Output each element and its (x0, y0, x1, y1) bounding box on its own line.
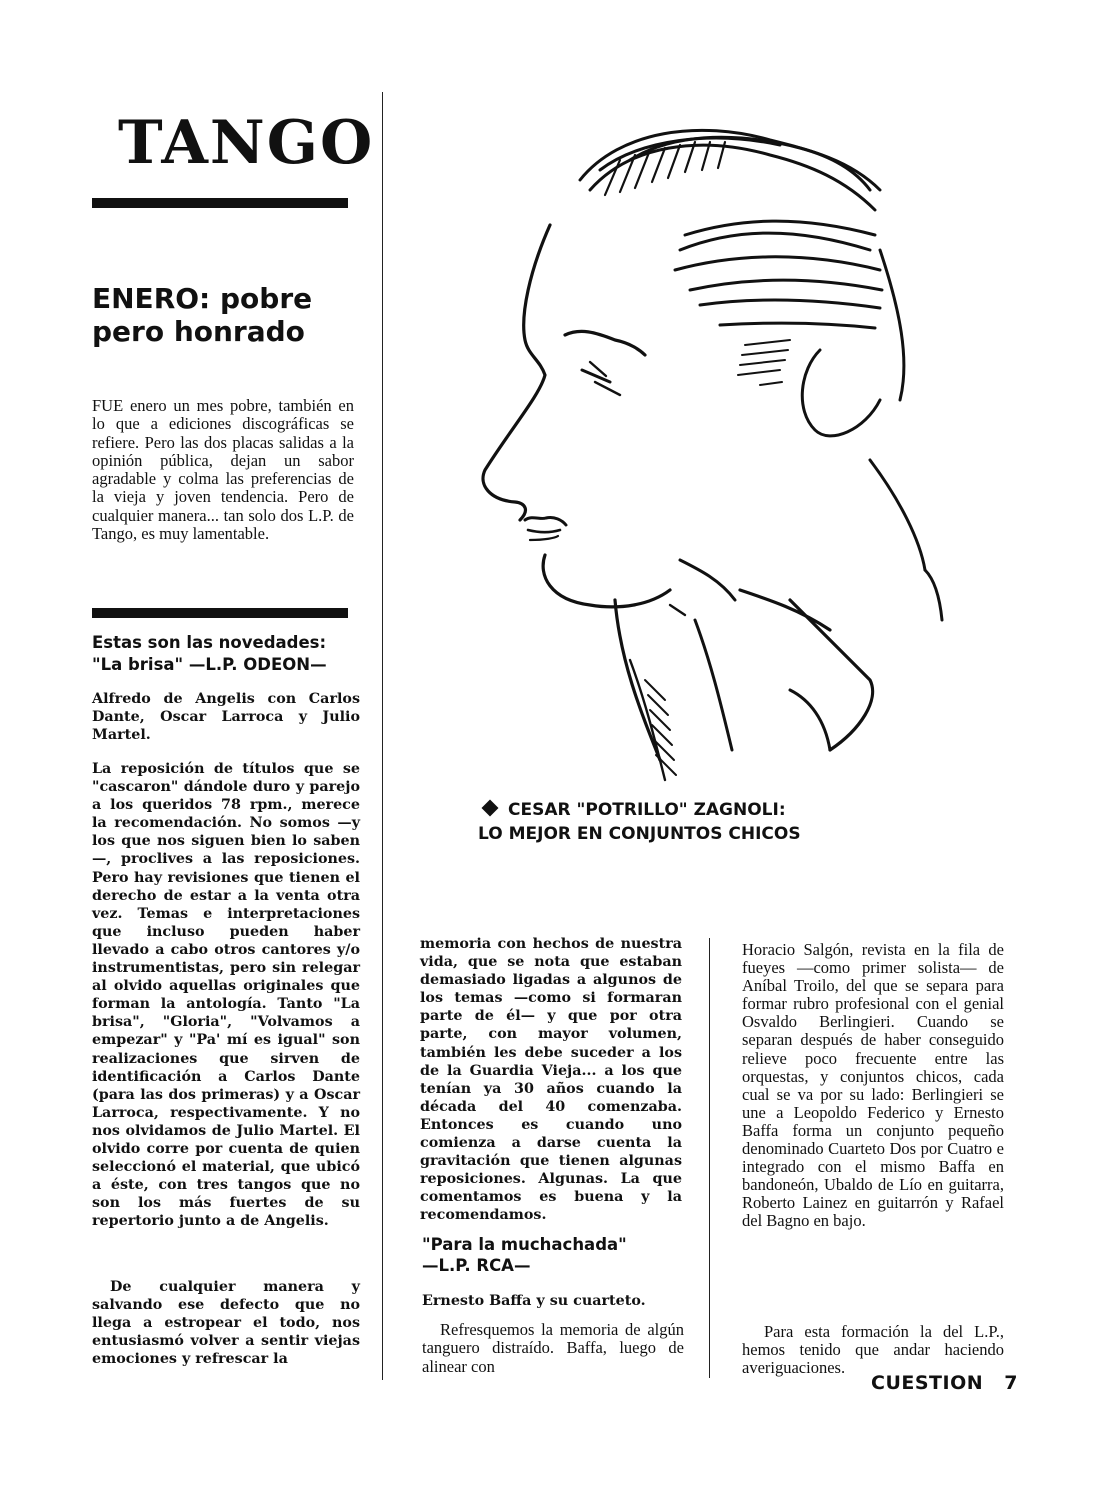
record2-heading (422, 1234, 684, 1276)
novedades-heading: Estas son las novedades: (92, 633, 327, 652)
record1-title: "La brisa" —L.P. ODEON— (92, 655, 327, 674)
record2-review-continued: Horacio Salgón, revista en la fila de fueyes —como primer solista— de Aníbal Troilo, del que se separa para formar rubro profesional con el genial Osvaldo Berlingieri. Cuando se separan después de haber conseguido relieve poco frecuente entre las orquestas, y conjuntos chicos, cada cual se va por su lado: Berlingieri se une a Leopoldo Federico y Ernesto Baffa forma un conjunto pequeño denominado Cuarteto Dos por Cuatro e integrado con el mismo Baffa en bandoneón, Ubaldo de Lío en guitarra, Roberto Lainez en guitarrón y Rafael del Bagno en bajo. (742, 940, 1004, 1231)
caption-line-1: CESAR "POTRILLO" ZAGNOLI: (508, 800, 786, 820)
section-title: TANGO (118, 108, 375, 178)
record2-artists: Ernesto Baffa y su cuarteto. (422, 1293, 646, 1309)
record1-review-continued: De cualquier manera y salvando ese defecto que no llega a estropear el todo, nos entusiasmó volver a sentir viejas emociones y refrescar la (92, 1279, 360, 1368)
record1-review-continued: memoria con hechos de nuestra vida, que se nota que estaban demasiado ligadas a algunos de los temas —como si formaran parte de él— y que por otra parte, con mayor volumen, también les debe suceder a los de la Guardia Vieja... a los que tenían ya 30 años cuando la década del 40 comenzaba. Entonces es cuando uno comienza a darse cuenta la gravitación que tienen algunas reposiciones. Algunas. La que comentamos es buena y la recomendamos. (420, 936, 682, 1224)
page-number: 7 (1004, 1372, 1018, 1394)
record2-title: "Para la muchachada" (422, 1235, 627, 1254)
record1-review: La reposición de títulos que se "cascaron" dándole duro y parejo a los queridos 78 rpm., merece la recomendación. No somos —y los que nos siguen bien lo saben—, proclives a las reposiciones. Pero hay revisiones que tienen el derecho de estar a la venta otra vez. Temas e interpretaciones que incluso pueden haber llevado a cabo otros cantores y/o instrumentistas, pero sin relegar al olvido aquellas originales que forman la antología. Tanto "La brisa", "Gloria", "Volvamos a empezar" y "Pa' mí es igual" son realizaciones que sirven de identificación a Carlos Dante (para las dos primeras) y a Oscar Larroca, respectivamente. Y no nos olvidamos de Julio Martel. El olvido corre por cuenta de quien seleccionó el material, que ubicó a éste, con tres tangos que no son los más fuertes de su repertorio junto a de Angelis. (92, 761, 360, 1230)
photo-caption (478, 798, 838, 846)
intro-paragraph: FUE enero un mes pobre, también en lo que a ediciones discográficas se refiere. Pero las dos placas salidas a la opinión pública, dejan un sabor agradable y colma las preferencias de la vieja y joven tendencia. Pero de cualquier manera... tan solo dos L.P. de Tango, es muy lamentable. (92, 396, 354, 544)
record2-review: Refresquemos la memoria de algún tanguero distraído. Baffa, luego de alinear con (422, 1320, 684, 1376)
page-footer (858, 1372, 1018, 1394)
column-divider (709, 938, 710, 1378)
record2-label: —L.P. RCA— (422, 1256, 531, 1275)
caption-line-2: LO MEJOR EN CONJUNTOS CHICOS (478, 824, 801, 844)
article-headline: ENERO: pobre pero honrado (92, 282, 313, 348)
section-rule (92, 198, 348, 208)
novedades-block (92, 632, 362, 676)
record2-review-closing: Para esta formación la del L.P., hemos tenido que andar haciendo averiguaciones. (742, 1322, 1004, 1378)
magazine-name: CUESTION (871, 1372, 984, 1394)
caricature-drawing (470, 100, 950, 790)
record1-artists: Alfredo de Angelis con Carlos Dante, Oscar Larroca y Julio Martel. (92, 691, 360, 744)
column-divider (382, 92, 383, 1380)
diamond-bullet-icon (482, 800, 499, 817)
divider-rule (92, 608, 348, 618)
